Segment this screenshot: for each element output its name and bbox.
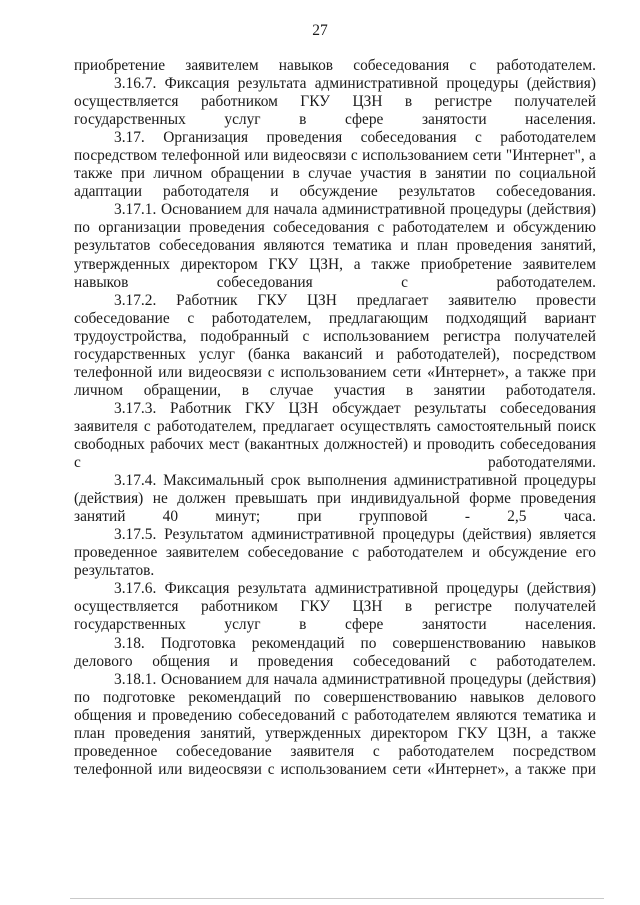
paragraph-3-17: 3.17. Организация проведения собеседования с работодателем посредством телефонной или видеосвязи с использованием сети "Интернет", а также при личном обращении в случае участия в занятии по социальной адаптации работодателя и обсуждение результатов собеседования. xyxy=(74,129,596,201)
document-body xyxy=(74,57,596,779)
page-bottom-edge xyxy=(70,898,604,899)
paragraph-3-17-2: 3.17.2. Работник ГКУ ЦЗН предлагает заявителю провести собеседование с работодателем, предлагающим подходящий вариант трудоустройства, подобранный с использованием регистра получателей государственных услуг (банка вакансий и работодателей), посредством телефонной или видеосвязи с использованием сети «Интернет», а также при личном обращении, в случае участия в занятии работодателя. xyxy=(74,291,596,399)
paragraph-3-18: 3.18. Подготовка рекомендаций по совершенствованию навыков делового общения и проведения собеседований с работодателем. xyxy=(74,634,596,670)
paragraph-3-17-4: 3.17.4. Максимальный срок выполнения административной процедуры (действия) не должен превышать при индивидуальной форме проведения занятий 40 минут; при групповой - 2,5 часа. xyxy=(74,472,596,526)
paragraph-3-17-5: 3.17.5. Результатом административной процедуры (действия) является проведенное заявителем собеседование с работодателем и обсуждение его результатов. xyxy=(74,526,596,580)
paragraph-3-17-1: 3.17.1. Основанием для начала административной процедуры (действия) по организации проведения собеседования с работодателем и обсуждению результатов собеседования являются тематика и план проведения занятий, утвержденных директором ГКУ ЦЗН, а также приобретение заявителем навыков собеседования с работодателем. xyxy=(74,201,596,291)
paragraph-3-17-3: 3.17.3. Работник ГКУ ЦЗН обсуждает результаты собеседования заявителя с работодателем, предлагает осуществлять самостоятельный поиск свободных рабочих мест (вакантных должностей) и проводить собеседования с работодателями. xyxy=(74,399,596,472)
page-number: 27 xyxy=(312,22,328,39)
paragraph-3-18-1: 3.18.1. Основанием для начала административной процедуры (действия) по подготовке рекомендаций по совершенствованию навыков делового общения и проведению собеседований с работодателем являются тематика и план проведения занятий, утвержденных директором ГКУ ЦЗН, а также проведенное собеседование заявителя с работодателем посредством телефонной или видеосвязи с использованием сети «Интернет», а также при xyxy=(74,670,596,778)
paragraph-continuation: приобретение заявителем навыков собеседования с работодателем. xyxy=(74,57,596,74)
paragraph-3-17-6: 3.17.6. Фиксация результата административной процедуры (действия) осуществляется работником ГКУ ЦЗН в регистре получателей государственных услуг в сфере занятости населения. xyxy=(74,580,596,634)
paragraph-3-16-7: 3.16.7. Фиксация результата административной процедуры (действия) осуществляется работником ГКУ ЦЗН в регистре получателей государственных услуг в сфере занятости населения. xyxy=(74,75,596,129)
